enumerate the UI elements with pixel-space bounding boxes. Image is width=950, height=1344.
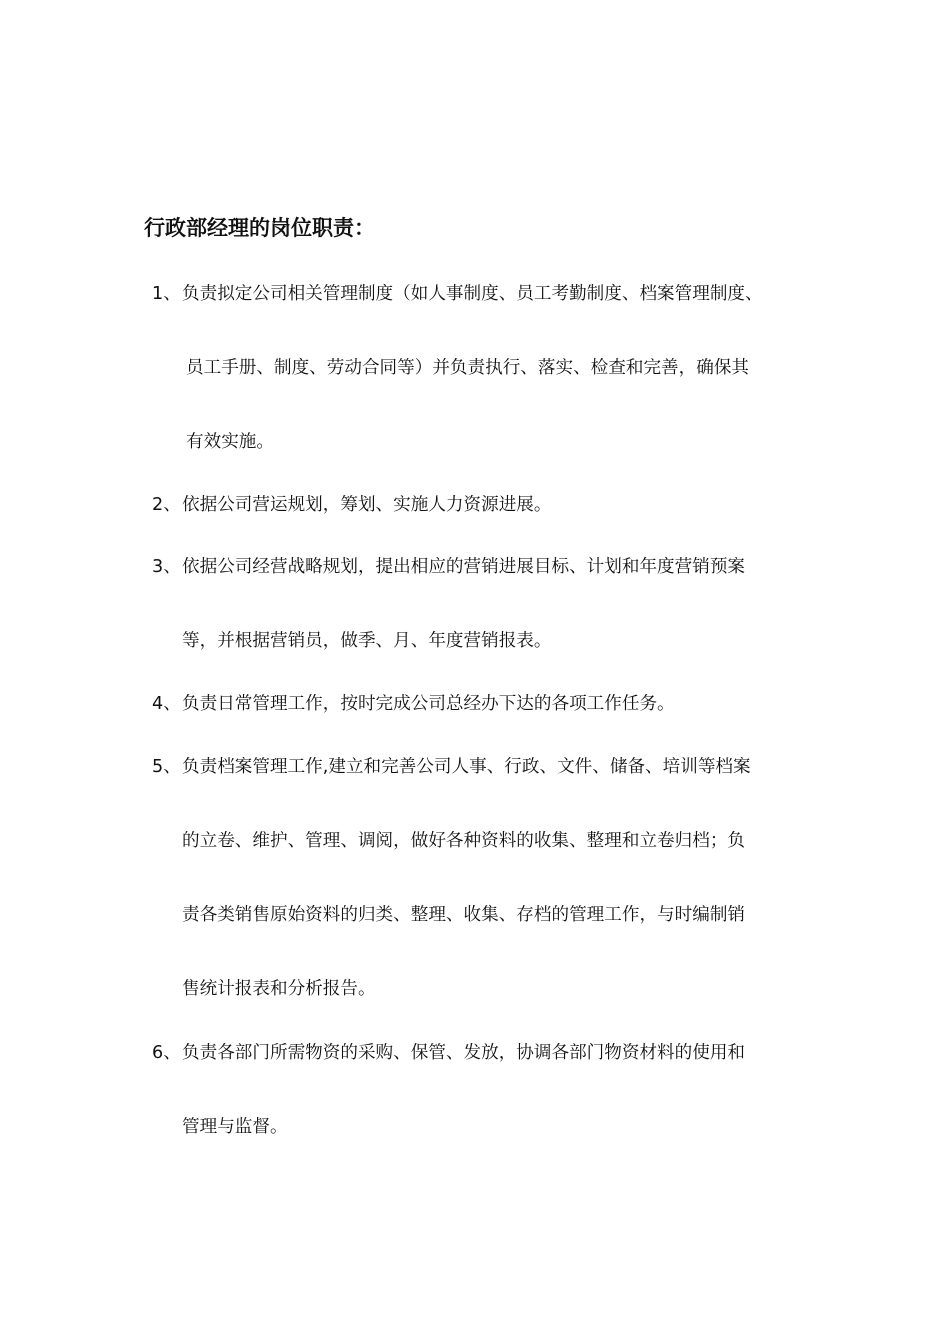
- list-item-text: [182, 690, 675, 718]
- list-item-number: 6、: [152, 1043, 181, 1063]
- list-item-line: 依据公司经营战略规划，提出相应的营销进展目标、计划和年度营销预案: [182, 557, 746, 577]
- list-item-line: 管理与监督。: [182, 1117, 288, 1137]
- document-title: 行政部经理的岗位职责：: [144, 216, 375, 240]
- list-item-line: 售统计报表和分析报告。: [182, 979, 376, 999]
- list-item-text: [182, 553, 745, 655]
- list-item-number: 1、: [152, 284, 181, 304]
- list-item-number: 4、: [152, 694, 181, 714]
- list-item-text: [182, 491, 551, 519]
- list-item-line: 负责拟定公司相关管理制度（如人事制度、员工考勤制度、档案管理制度、: [182, 284, 763, 304]
- list-item-text: [182, 280, 763, 456]
- list-item-line: 负责日常管理工作，按时完成公司总经办下达的各项工作任务。: [182, 694, 675, 714]
- list-item-line: 等，并根据营销员，做季、月、年度营销报表。: [182, 631, 552, 651]
- list-item-line: 的立卷、维护、管理、调阅，做好各种资料的收集、整理和立卷归档；负: [182, 831, 746, 851]
- list-item-line: 负责档案管理工作,建立和完善公司人事、行政、文件、储备、培训等档案: [182, 757, 751, 777]
- list-item-line: 负责各部门所需物资的采购、保管、发放，协调各部门物资材料的使用和: [182, 1043, 746, 1063]
- list-item-number: 5、: [152, 757, 181, 777]
- list-item-line: 责各类销售原始资料的归类、整理、收集、存档的管理工作，与时编制销: [182, 905, 746, 925]
- list-item-text: [182, 753, 751, 1003]
- list-item-line: 有效实施。: [186, 432, 274, 452]
- list-item-line: 依据公司营运规划，筹划、实施人力资源进展。: [182, 495, 552, 515]
- list-item-number: 2、: [152, 495, 181, 515]
- list-item-text: [182, 1039, 745, 1141]
- list-item-number: 3、: [152, 557, 181, 577]
- list-item-line: 员工手册、制度、劳动合同等）并负责执行、落实、检查和完善，确保其: [186, 358, 750, 378]
